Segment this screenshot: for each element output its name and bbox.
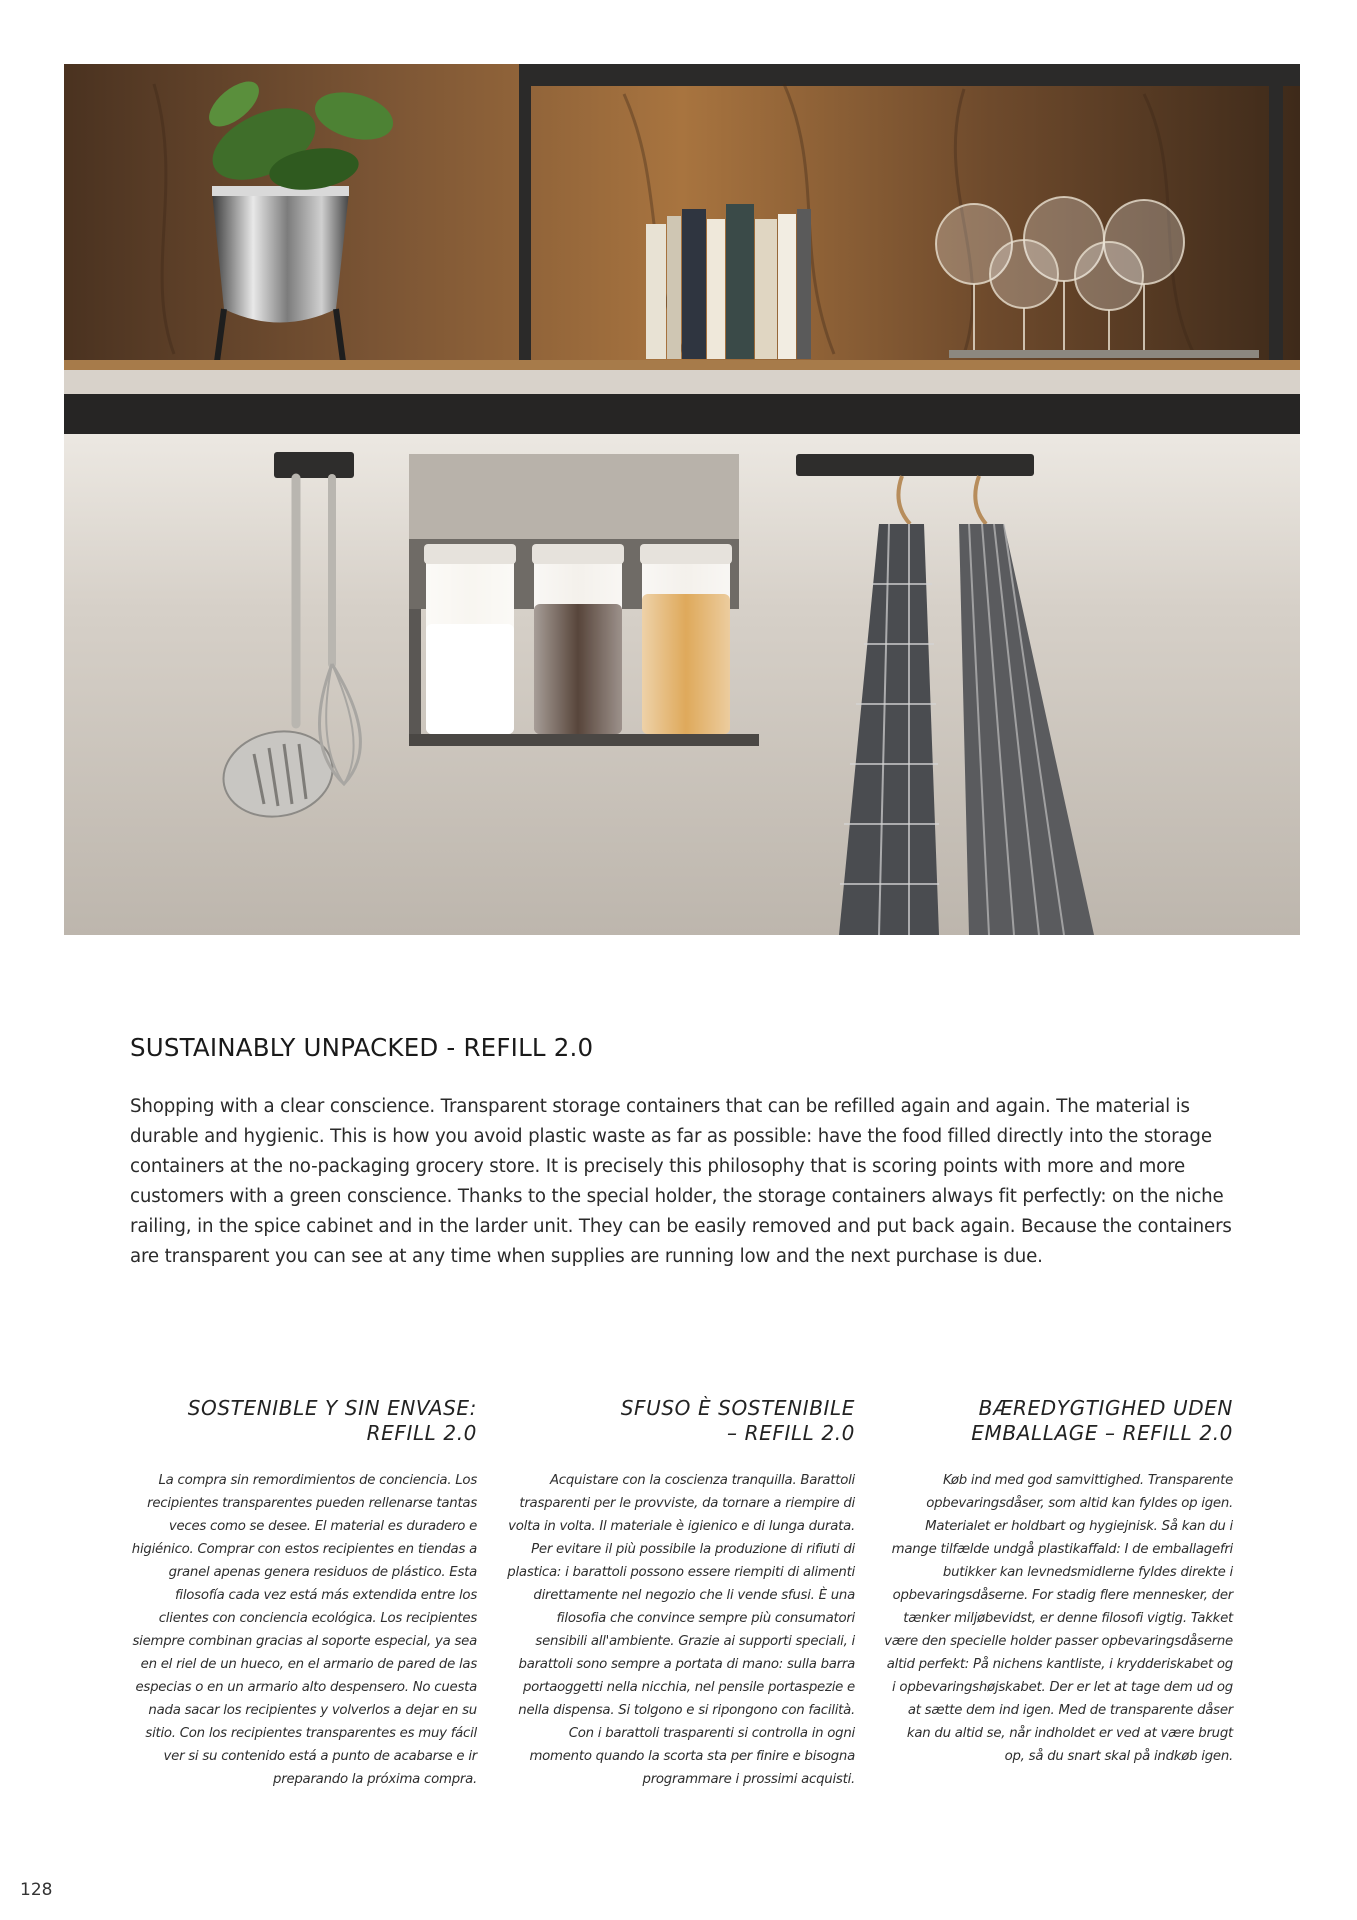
column-title: [505, 1396, 855, 1446]
column-title-line2: – REFILL 2.0: [727, 1421, 855, 1445]
article-body: Shopping with a clear conscience. Transparent storage containers that can be refilled again and again. The material is durable and hygienic. This is how you avoid plastic waste as far as possible: have the food filled directly into the storage containers at the no-packaging grocery store. It is precisely this philosophy that is scoring points with more and more customers with a green conscience. Thanks to the special holder, the storage containers always fit perfectly: on the niche railing, in the spice cabinet and in the larder unit. They can be easily removed and put back again. Because the containers are transparent you can see at any time when supplies are running low and the next purchase is due.: [130, 1096, 1232, 1267]
storage-jars: [424, 544, 732, 734]
column-title: [127, 1396, 477, 1446]
column-italian: [505, 1396, 855, 1791]
column-body: Køb ind med god samvittighed. Transparente opbevaringsdåser, som altid kan fyldes op igen. Materialet er holdbart og hygiejnisk. Så kan du i mange tilfælde undgå plastikaffald: I de emballagefri butikker kan levnedsmidlerne fyldes direkte i opbevaringsdåserne. For stadig flere mennesker, der tænker miljøbevidst, er denne filosofi vigtig. Takket være den specielle holder passer opbevaringsdåserne altid perfekt: På nichens kantliste, i krydderiskabet og i opbevaringshøjskabet. Der er let at tage dem ud og at sætte dem ind igen. Med de transparente dåser kan du altid se, når indholdet er ved at være brugt op, så du snart skal på indkøb igen.: [884, 1473, 1233, 1764]
column-spanish: [127, 1396, 477, 1791]
column-title: [883, 1396, 1233, 1446]
wood-shelf: [64, 360, 1300, 370]
books: [646, 204, 811, 359]
kitchen-photo: [64, 64, 1300, 935]
column-body: La compra sin remordimientos de conciencia. Los recipientes transparentes pueden rellenarse tantas veces como se desee. El material es duradero e higiénico. Comprar con estos recipientes en tiendas a granel apenas genera residuos de plástico. Esta filosofía cada vez está más extendida entre los clientes con conciencia ecológica. Los recipientes siempre combinan gracias al soporte especial, ya sea en el riel de un hueco, en el armario de pared de las especias o en un armario alto despensero. No cuesta nada sacar los recipientes y volverlos a dejar en su sitio. Con los recipientes transparentes es muy fácil ver si su contenido está a punto de acabarse e ir preparando la próxima compra.: [131, 1473, 477, 1787]
column-title-line1: SFUSO È SOSTENIBILE: [620, 1396, 855, 1420]
column-title-line1: BÆREDYGTIGHED UDEN: [978, 1396, 1233, 1420]
towel-rail: [796, 454, 1034, 476]
niche-railing: [64, 394, 1300, 434]
article-title: SUSTAINABLY UNPACKED - REFILL 2.0: [130, 1033, 594, 1062]
page-number: 128: [20, 1880, 53, 1900]
column-title-line1: SOSTENIBLE Y SIN ENVASE:: [187, 1396, 477, 1420]
column-danish: [883, 1396, 1233, 1768]
column-title-line2: EMBALLAGE – REFILL 2.0: [971, 1421, 1233, 1445]
column-title-line2: REFILL 2.0: [366, 1421, 477, 1445]
column-body: Acquistare con la coscienza tranquilla. Barattoli trasparenti per le provviste, da tornare a riempire di volta in volta. Il materiale è igienico e di lunga durata. Per evitare il più possibile la produzione di rifiuti di plastica: i barattoli possono essere riempiti di alimenti direttamente nel negozio che li vende sfusi. È una filosofia che convince sempre più consumatori sensibili all'ambiente. Grazie ai supporti speciali, i barattoli sono sempre a portata di mano: sulla barra portaoggetti nella nicchia, nel pensile portaspezie e nella dispensa. Si tolgono e si ripongono con facilità. Con i barattoli trasparenti si controlla in ogni momento quando la scorta sta per finire e bisogna programmare i prossimi acquisti.: [507, 1473, 855, 1787]
